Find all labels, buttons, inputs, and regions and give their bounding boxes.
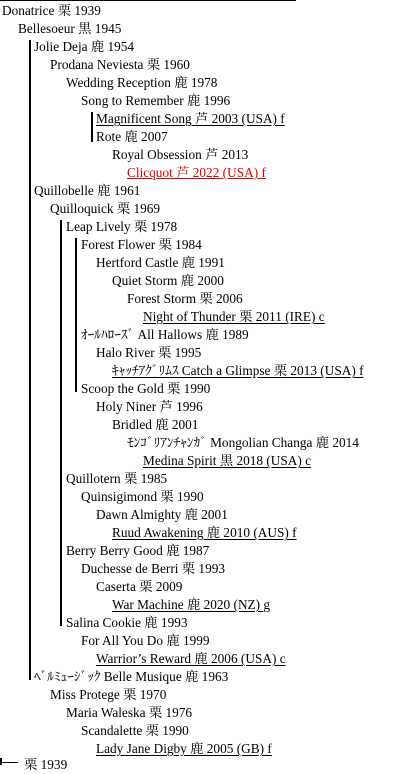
row-donatrice [2,2,101,20]
row-quillobelle [34,182,140,200]
row-bellesoeur [18,20,121,38]
horse-entry-text: Ruud Awakening 鹿 2010 (AUS) f [112,525,297,540]
row-miss-protege [50,686,166,704]
row-duchesse-de-berri [81,560,225,578]
top-border-line [0,0,296,1]
row-quillotern [66,470,167,488]
row-for-all-you-do [81,632,210,650]
horse-entry-text: Scandalette 栗 1990 [81,723,189,738]
horse-entry-text: ｷｬｯﾁｱｸﾞﾘﾑｽ Catch a Glimpse 栗 2013 (USA) f [112,363,364,378]
horse-entry-text: Quillotern 栗 1985 [66,471,168,486]
row-scoop-the-gold [81,380,210,398]
row-holy-niner [96,398,203,416]
connector-line [0,762,18,763]
row-leap-lively [66,218,177,236]
horse-entry-text: ﾓﾝｺﾞﾘｱﾝﾁｬﾝｶﾞ Mongolian Changa 鹿 2014 [127,435,359,450]
row-ruud-awakening [112,524,297,542]
horse-entry-text: Wedding Reception 鹿 1978 [66,75,218,90]
horse-entry-text: Bellesoeur 黒 1945 [18,21,122,36]
row-bridled [112,416,198,434]
horse-entry-text: Bridled 鹿 2001 [112,417,199,432]
row-maria-waleska [66,704,192,722]
row-lady-jane-digby [96,740,272,758]
row-forest-flower [81,236,202,254]
horse-entry-text: Royal Obsession 芦 2013 [112,147,249,162]
horse-entry-text: Quiet Storm 鹿 2000 [112,273,224,288]
horse-entry-text: Clicquot 芦 2022 (USA) f [127,165,266,180]
horse-entry-text: Lady Jane Digby 鹿 2005 (GB) f [96,741,272,756]
row-warriors-reward [96,650,286,668]
row-forest-storm [127,290,243,308]
row-berry-berry-good [66,542,209,560]
row-catch-a-glimpse [112,362,364,380]
horse-entry-text: Forest Storm 栗 2006 [127,291,243,306]
horse-entry-text: Quinsigimond 栗 1990 [81,489,204,504]
horse-entry-text: Night of Thunder 栗 2011 (IRE) c [143,309,325,324]
row-wedding-reception [66,74,217,92]
horse-entry-text: ｵｰﾙﾊﾛｰｽﾞ All Hallows 鹿 1989 [81,327,249,342]
row-salina-cookie [66,614,188,632]
horse-entry-text: Rote 鹿 2007 [96,129,168,144]
horse-entry-text: Miss Protege 栗 1970 [50,687,167,702]
row-medina-spirit [143,452,311,470]
horse-entry-text: Quillobelle 鹿 1961 [34,183,141,198]
row-clicquot [127,164,266,182]
row-halo-river [96,344,201,362]
row-prodana-neviesta [50,56,190,74]
row-all-hallows [81,326,249,344]
horse-entry-text: Dawn Almighty 鹿 2001 [96,507,228,522]
horse-entry-text: War Machine 鹿 2020 (NZ) g [112,597,271,612]
horse-entry-text: Halo River 栗 1995 [96,345,202,360]
horse-entry-text: For All You Do 鹿 1999 [81,633,210,648]
row-scandalette [81,722,189,740]
horse-entry-text: Holy Niner 芦 1996 [96,399,203,414]
horse-entry-text: Hertford Castle 鹿 1991 [96,255,225,270]
row-night-of-thunder [143,308,325,326]
row-dawn-almighty [96,506,228,524]
connector-line [91,112,93,142]
row-war-machine [112,596,270,614]
row-quilloquick [50,200,160,218]
horse-entry-text: ﾍﾞﾙﾐｭｰｼﾞｯｸ Belle Musique 鹿 1963 [34,669,229,684]
row-bottom-partial [24,756,67,774]
row-quiet-storm [112,272,224,290]
connector-line [60,220,62,626]
horse-entry-text: Leap Lively 栗 1978 [66,219,178,234]
horse-entry-text: 栗 1939 [24,757,68,772]
horse-entry-text: Prodana Neviesta 栗 1960 [50,57,190,72]
connector-line [75,238,77,392]
horse-entry-text: Duchesse de Berri 栗 1993 [81,561,226,576]
horse-entry-text: Berry Berry Good 鹿 1987 [66,543,210,558]
connector-line [29,40,31,680]
horse-entry-text: Salina Cookie 鹿 1993 [66,615,188,630]
row-hertford-castle [96,254,225,272]
horse-entry-text: Warrior’s Reward 鹿 2006 (USA) c [96,651,286,666]
horse-entry-text: Medina Spirit 黒 2018 (USA) c [143,453,312,468]
horse-entry-text: Maria Waleska 栗 1976 [66,705,193,720]
row-belle-musique [34,668,228,686]
horse-entry-text: Forest Flower 栗 1984 [81,237,202,252]
row-mongolian-changa [127,434,359,452]
horse-entry-text: Quilloquick 栗 1969 [50,201,161,216]
horse-entry-text: Scoop the Gold 栗 1990 [81,381,211,396]
horse-entry-text: Jolie Deja 鹿 1954 [34,39,135,54]
row-caserta [96,578,182,596]
horse-entry-text: Caserta 栗 2009 [96,579,183,594]
row-royal-obsession [112,146,248,164]
horse-entry-text: Song to Remember 鹿 1996 [81,93,231,108]
row-magnificent-song [96,110,285,128]
row-song-to-remember [81,92,230,110]
row-rote [96,128,168,146]
row-quinsigimond [81,488,204,506]
horse-entry-text: Magnificent Song 芦 2003 (USA) f [96,111,285,126]
horse-entry-text: Donatrice 栗 1939 [2,3,101,18]
row-jolie-deja [34,38,134,56]
